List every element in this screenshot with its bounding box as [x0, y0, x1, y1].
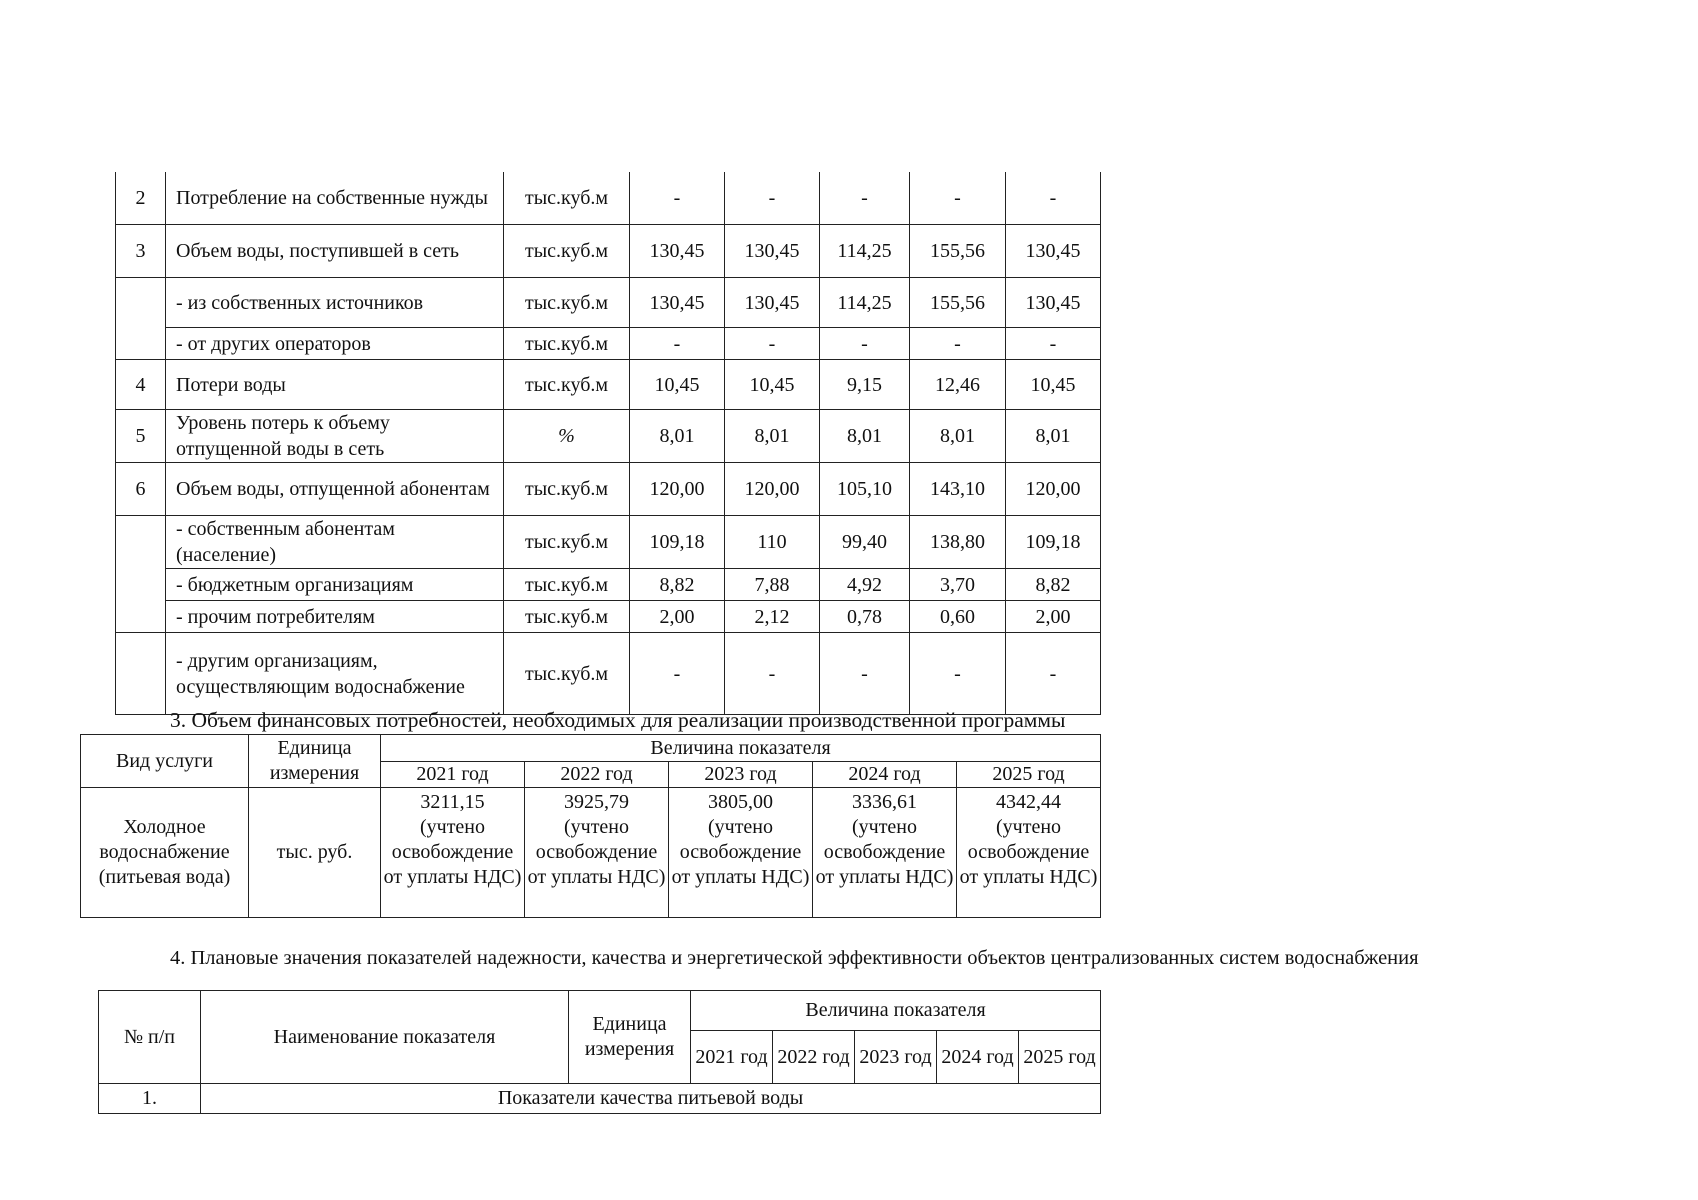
table-row: [116, 225, 1101, 278]
unit-cell: %: [504, 410, 630, 463]
group-title: Показатели качества питьевой воды: [201, 1084, 1101, 1114]
value-cell: 155,56: [910, 225, 1006, 278]
value-cell: -: [820, 328, 910, 360]
value-cell: 143,10: [910, 463, 1006, 516]
water-volume-table: [115, 172, 1101, 715]
unit-cell: тыс.куб.м: [504, 569, 630, 601]
unit-header: Единица измерения: [569, 991, 691, 1084]
table-row: [116, 516, 1101, 569]
value-cell: 120,00: [1006, 463, 1101, 516]
row-number: 4: [116, 360, 166, 410]
table-row: [116, 569, 1101, 601]
value-cell: 4,92: [820, 569, 910, 601]
value-cell: -: [910, 172, 1006, 225]
row-number: [116, 633, 166, 715]
table-row: [116, 633, 1101, 715]
year-header: 2023 год: [669, 762, 813, 788]
table-row: [116, 328, 1101, 360]
indicator-name: Уровень потерь к объему отпущенной воды в сеть: [166, 410, 504, 463]
year-header: 2022 год: [525, 762, 669, 788]
amount-cell: 3211,15 (учтено освобождение от уплаты НДС): [381, 788, 525, 918]
unit-cell: тыс.куб.м: [504, 360, 630, 410]
indicator-name: - собственным абонентам (население): [166, 516, 504, 569]
value-cell: 114,25: [820, 278, 910, 328]
value-cell: 8,82: [1006, 569, 1101, 601]
value-cell: 2,12: [725, 601, 820, 633]
unit-cell: тыс.куб.м: [504, 516, 630, 569]
value-cell: 109,18: [1006, 516, 1101, 569]
value-cell: -: [630, 172, 725, 225]
value-cell: 120,00: [630, 463, 725, 516]
table-row: [116, 601, 1101, 633]
value-cell: 12,46: [910, 360, 1006, 410]
value-cell: 10,45: [630, 360, 725, 410]
service-header: Вид услуги: [81, 735, 249, 788]
value-cell: 109,18: [630, 516, 725, 569]
row-number: 6: [116, 463, 166, 516]
value-cell: 110: [725, 516, 820, 569]
value-cell: -: [1006, 172, 1101, 225]
unit-cell: тыс.куб.м: [504, 172, 630, 225]
value-cell: 10,45: [725, 360, 820, 410]
value-cell: -: [910, 328, 1006, 360]
value-header: Величина показателя: [691, 991, 1101, 1031]
table-row: [116, 172, 1101, 225]
value-cell: 3,70: [910, 569, 1006, 601]
value-cell: -: [1006, 328, 1101, 360]
value-cell: 2,00: [1006, 601, 1101, 633]
unit-cell: тыс.куб.м: [504, 225, 630, 278]
value-cell: 99,40: [820, 516, 910, 569]
value-cell: -: [725, 633, 820, 715]
indicator-name: - бюджетным организациям: [166, 569, 504, 601]
unit-value: тыс. руб.: [249, 788, 381, 918]
value-cell: 8,01: [910, 410, 1006, 463]
value-cell: -: [910, 633, 1006, 715]
section-4-heading: 4. Плановые значения показателей надежности, качества и энергетической эффективности объектов централизованных систем водоснабжения: [170, 947, 1419, 969]
value-cell: -: [725, 172, 820, 225]
table-row: [116, 410, 1101, 463]
indicator-name: - другим организациям, осуществляющим водоснабжение: [166, 633, 504, 715]
unit-cell: тыс.куб.м: [504, 278, 630, 328]
row-number: [116, 516, 166, 633]
indicators-table: [98, 990, 1101, 1114]
value-cell: 8,01: [820, 410, 910, 463]
year-header: 2025 год: [957, 762, 1101, 788]
unit-cell: тыс.куб.м: [504, 328, 630, 360]
year-header: 2021 год: [691, 1031, 773, 1084]
value-cell: 114,25: [820, 225, 910, 278]
value-cell: 0,60: [910, 601, 1006, 633]
value-cell: 138,80: [910, 516, 1006, 569]
value-cell: 8,82: [630, 569, 725, 601]
unit-header: Единица измерения: [249, 735, 381, 788]
row-number: 5: [116, 410, 166, 463]
unit-cell: тыс.куб.м: [504, 463, 630, 516]
value-cell: -: [820, 172, 910, 225]
amount-cell: 3336,61 (учтено освобождение от уплаты НДС): [813, 788, 957, 918]
value-cell: 8,01: [630, 410, 725, 463]
table-row: [116, 360, 1101, 410]
value-cell: 130,45: [1006, 278, 1101, 328]
value-cell: 10,45: [1006, 360, 1101, 410]
amount-cell: 3805,00 (учтено освобождение от уплаты НДС): [669, 788, 813, 918]
indicator-name: - из собственных источников: [166, 278, 504, 328]
financial-needs-table: [80, 734, 1101, 918]
row-number: 3: [116, 225, 166, 278]
year-header: 2024 год: [937, 1031, 1019, 1084]
value-cell: 130,45: [630, 278, 725, 328]
num-header: № п/п: [99, 991, 201, 1084]
table-row: [116, 278, 1101, 328]
year-header: 2022 год: [773, 1031, 855, 1084]
amount-cell: 4342,44 (учтено освобождение от уплаты НДС): [957, 788, 1101, 918]
indicator-name: Потребление на собственные нужды: [166, 172, 504, 225]
indicator-name: Потери воды: [166, 360, 504, 410]
value-cell: 130,45: [1006, 225, 1101, 278]
value-cell: -: [1006, 633, 1101, 715]
row-number: 1.: [99, 1084, 201, 1114]
unit-cell: тыс.куб.м: [504, 601, 630, 633]
value-cell: 0,78: [820, 601, 910, 633]
value-cell: 8,01: [725, 410, 820, 463]
value-cell: 130,45: [725, 225, 820, 278]
value-cell: -: [630, 633, 725, 715]
year-header: 2025 год: [1019, 1031, 1101, 1084]
indicator-name: Объем воды, поступившей в сеть: [166, 225, 504, 278]
value-cell: 105,10: [820, 463, 910, 516]
year-header: 2021 год: [381, 762, 525, 788]
indicator-name: - от других операторов: [166, 328, 504, 360]
amount-cell: 3925,79 (учтено освобождение от уплаты НДС): [525, 788, 669, 918]
service-name: Холодное водоснабжение (питьевая вода): [81, 788, 249, 918]
section-3-heading: 3. Объем финансовых потребностей, необходимых для реализации производственной программы: [170, 708, 1066, 732]
table-row: [116, 463, 1101, 516]
value-cell: -: [820, 633, 910, 715]
unit-cell: тыс.куб.м: [504, 633, 630, 715]
value-cell: 8,01: [1006, 410, 1101, 463]
value-cell: 155,56: [910, 278, 1006, 328]
indicator-name: Объем воды, отпущенной абонентам: [166, 463, 504, 516]
value-cell: 130,45: [630, 225, 725, 278]
indicator-name-header: Наименование показателя: [201, 991, 569, 1084]
value-header: Величина показателя: [381, 735, 1101, 762]
year-header: 2024 год: [813, 762, 957, 788]
row-number: 2: [116, 172, 166, 225]
value-cell: -: [630, 328, 725, 360]
value-cell: 7,88: [725, 569, 820, 601]
value-cell: 2,00: [630, 601, 725, 633]
value-cell: 9,15: [820, 360, 910, 410]
year-header: 2023 год: [855, 1031, 937, 1084]
value-cell: 120,00: [725, 463, 820, 516]
value-cell: -: [725, 328, 820, 360]
value-cell: 130,45: [725, 278, 820, 328]
row-number: [116, 278, 166, 360]
indicator-name: - прочим потребителям: [166, 601, 504, 633]
